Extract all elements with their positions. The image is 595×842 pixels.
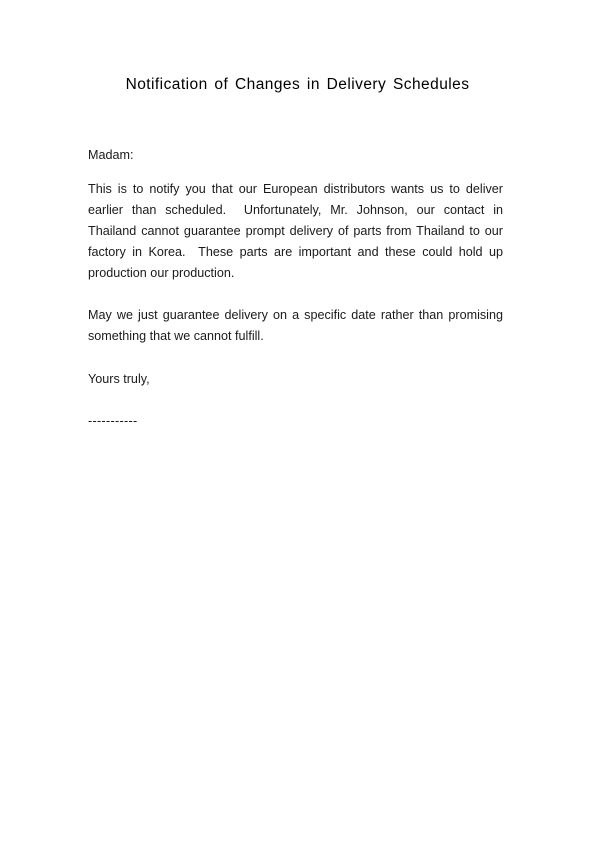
body-paragraph-1: This is to notify you that our European distributors wants us to deliver earlier than scheduled. Unfortunately, Mr. Johnson, our contact in Thailand cannot guarantee prompt delivery of parts from Thailand to our factory in Korea. These parts are important and these could hold up production our production. xyxy=(88,182,507,280)
salutation: Madam: xyxy=(88,148,134,162)
closing-line: Yours truly, xyxy=(88,372,150,386)
signature-line: ----------- xyxy=(88,414,138,428)
document-title: Notification of Changes in Delivery Schedules xyxy=(125,76,470,93)
body-paragraph-2: May we just guarantee delivery on a specific date rather than promising something that we cannot fulfill. xyxy=(88,308,503,343)
